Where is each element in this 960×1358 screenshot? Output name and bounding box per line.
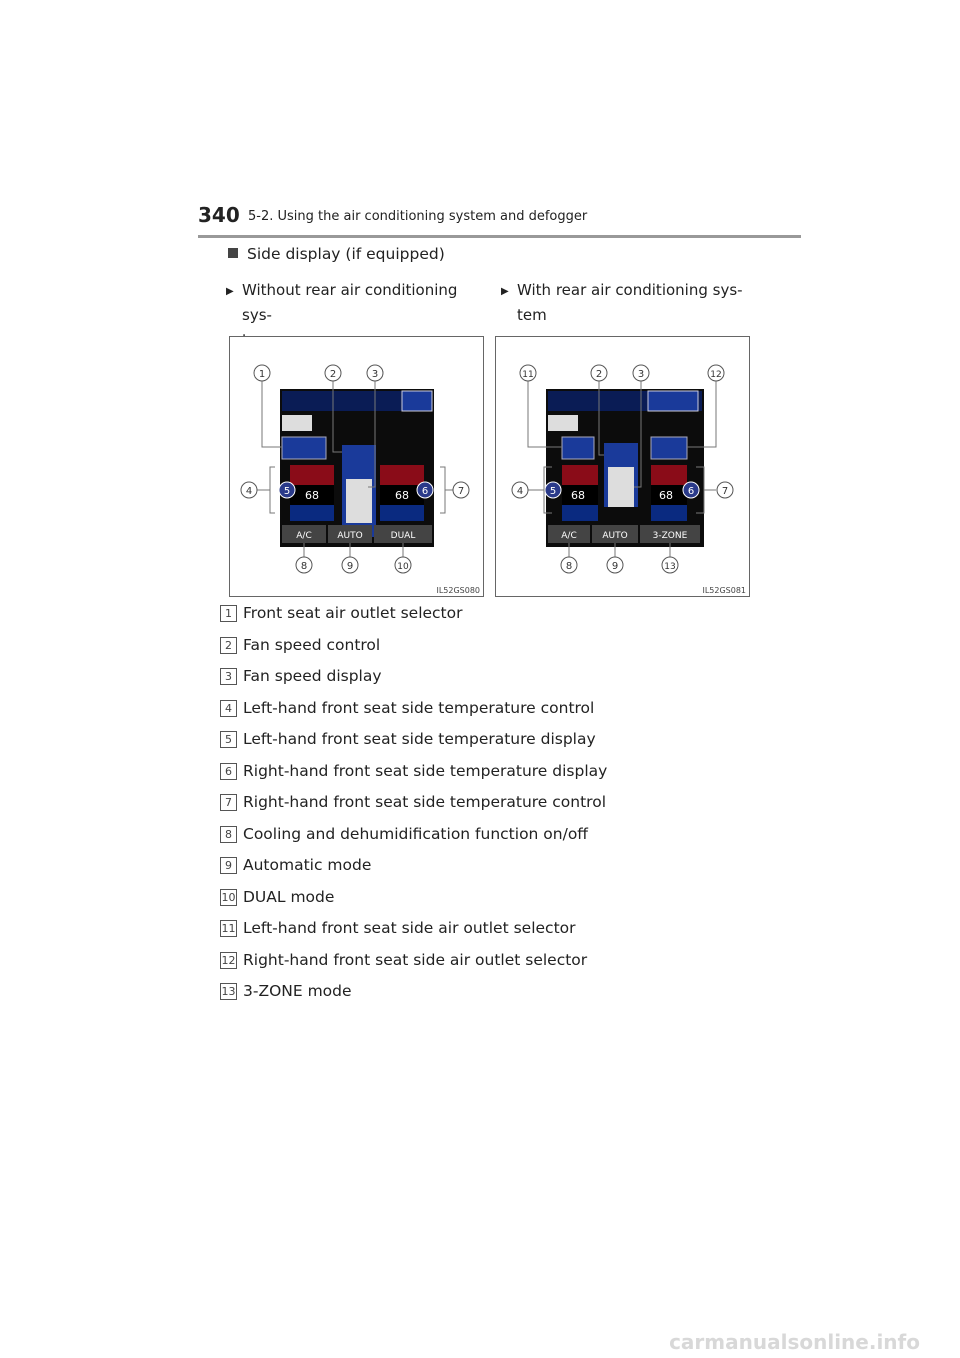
svg-text:12: 12 <box>710 370 722 380</box>
legend-number: 10 <box>221 890 236 904</box>
side-display-illustration <box>496 337 751 598</box>
svg-text:3: 3 <box>371 369 379 380</box>
legend-text: Automatic mode <box>243 856 372 874</box>
svg-text:7: 7 <box>457 486 465 497</box>
legend-text: Fan speed control <box>243 635 381 654</box>
dual-button-label: DUAL <box>390 531 416 541</box>
legend-text: Front seat air outlet selector <box>243 604 463 622</box>
legend-number: 7 <box>220 794 237 811</box>
svg-text:5: 5 <box>549 486 557 497</box>
figure-with-rear <box>495 336 750 597</box>
ac-button-label: A/C <box>561 531 577 541</box>
svg-text:3: 3 <box>637 369 645 380</box>
svg-text:1: 1 <box>258 369 266 380</box>
legend-number: 8 <box>220 826 237 843</box>
svg-text:4: 4 <box>516 486 524 497</box>
figure-code: IL52GS080 <box>436 586 480 595</box>
figure-without-rear <box>229 336 484 597</box>
svg-text:7: 7 <box>721 486 729 497</box>
svg-text:11: 11 <box>522 370 534 380</box>
watermark: carmanualsonline.info <box>669 1330 920 1354</box>
variant-label: Without rear air conditioning sys- <box>242 281 458 324</box>
svg-text:13: 13 <box>664 562 676 572</box>
legend-text: Fan speed display <box>243 667 382 685</box>
svg-text:4: 4 <box>245 486 253 497</box>
legend-number: 1 <box>220 605 237 622</box>
chapter-title: 5-2. Using the air conditioning system and defogger <box>248 209 588 224</box>
svg-text:10: 10 <box>397 562 409 572</box>
figure-code: IL52GS081 <box>702 586 746 595</box>
legend-number: 13 <box>221 985 236 998</box>
legend-text: Right-hand front seat side temperature display <box>243 761 608 780</box>
triangle-bullet-icon: ▶ <box>501 286 509 297</box>
legend-text: Left-hand front seat side temperature control <box>243 698 595 717</box>
legend-text: Right-hand front seat side temperature control <box>243 793 607 811</box>
legend-text: Right-hand front seat side air outlet selector <box>243 950 588 969</box>
svg-text:6: 6 <box>687 486 695 497</box>
legend-number: 2 <box>220 637 237 654</box>
svg-text:6: 6 <box>421 486 429 497</box>
page-header <box>198 203 801 238</box>
square-bullet-icon <box>228 248 238 258</box>
svg-text:8: 8 <box>300 561 308 572</box>
legend-number: 5 <box>220 731 237 748</box>
svg-text:9: 9 <box>611 561 619 572</box>
legend-text: Left-hand front seat side temperature display <box>243 730 596 748</box>
svg-text:9: 9 <box>346 561 354 572</box>
three-zone-button-label: 3-ZONE <box>652 531 688 541</box>
auto-button-label: AUTO <box>602 531 628 541</box>
legend-text: Left-hand front seat side air outlet selector <box>243 919 576 937</box>
variant-with-rear <box>501 278 767 328</box>
side-display-illustration <box>230 337 485 598</box>
section-title <box>228 245 445 263</box>
section-title-text: Side display (if equipped) <box>247 245 445 263</box>
legend-number: 4 <box>220 700 237 717</box>
triangle-bullet-icon: ▶ <box>226 286 234 297</box>
temp-right-display: 68 <box>659 489 673 502</box>
temp-left-display: 68 <box>305 489 319 502</box>
temp-right-display: 68 <box>395 489 409 502</box>
legend-text: 3-ZONE mode <box>243 982 352 1000</box>
legend-number: 6 <box>220 763 237 780</box>
legend-number: 12 <box>221 953 236 967</box>
svg-text:5: 5 <box>283 486 291 497</box>
page-number: 340 <box>198 203 240 227</box>
svg-text:2: 2 <box>595 369 603 380</box>
variant-label: With rear air conditioning sys- tem <box>517 281 743 324</box>
legend-text: DUAL mode <box>243 887 335 906</box>
svg-text:8: 8 <box>565 561 573 572</box>
ac-button-label: A/C <box>296 531 312 541</box>
legend-number: 9 <box>220 857 237 874</box>
legend-number: 3 <box>220 668 237 685</box>
legend-text: Cooling and dehumidification function on/off <box>243 824 588 843</box>
auto-button-label: AUTO <box>337 531 363 541</box>
temp-left-display: 68 <box>571 489 585 502</box>
legend-number: 11 <box>221 922 236 935</box>
svg-text:2: 2 <box>329 369 337 380</box>
